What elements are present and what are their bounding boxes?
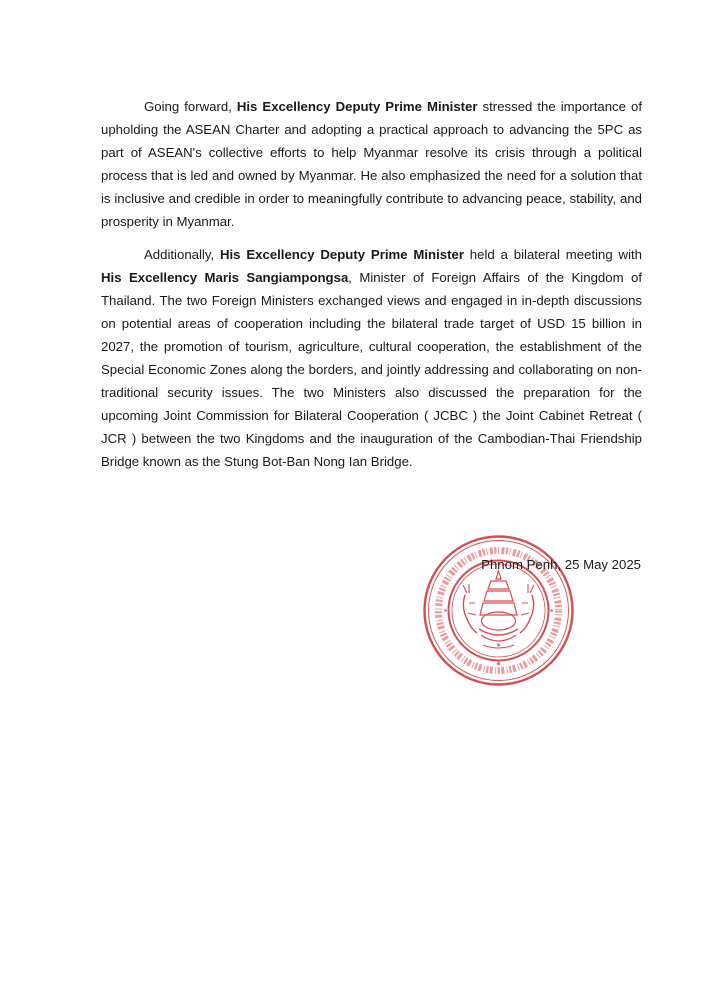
place-and-date: Phnom Penh, 25 May 2025 [481,557,641,572]
paragraph-text: stressed the importance of upholding the ASEAN Charter and adopting a practical approach to advancing the 5PC as part of ASEAN's collective efforts to help Myanmar resolve its crisis through a political process that is led and owned by Myanmar. He also emphasized the need for a solution that is inclusive and credible in order to meaningfully contribute to advancing peace, stability, and prosperity in Myanmar. [101,99,642,229]
counterpart-bold: His Excellency Maris Sangiampongsa [101,270,349,286]
paragraph-lead: Additionally, [144,247,220,263]
press-release-body [101,96,642,474]
paragraph-bilateral-meeting [101,244,642,473]
paragraph-myanmar [101,96,642,233]
paragraph-text-a: held a bilateral meeting with [463,247,642,263]
subject-bold: His Excellency Deputy Prime Minister [219,247,464,263]
paragraph-text-b: , Minister of Foreign Affairs of the Kingdom of Thailand. The two Foreign Ministers exchanged views and engaged in in-depth discussions on potential areas of cooperation including the bilateral trade target of USD 15 billion in 2027, the promotion of tourism, agriculture, cultural cooperation, the establishment of the Special Economic Zones along the borders, and jointly addressing and collaborating on non-traditional security issues. The two Ministers also discussed the preparation for the upcoming Joint Commission for Bilateral Cooperation ( JCBC ) the Joint Cabinet Retreat ( JCR ) between the two Kingdoms and the inauguration of the Cambodian-Thai Friendship Bridge known as the Stung Bot-Ban Nong Ian Bridge. [101,270,642,469]
paragraph-lead: Going forward, [144,99,237,114]
subject-bold: His Excellency Deputy Prime Minister [236,99,478,114]
